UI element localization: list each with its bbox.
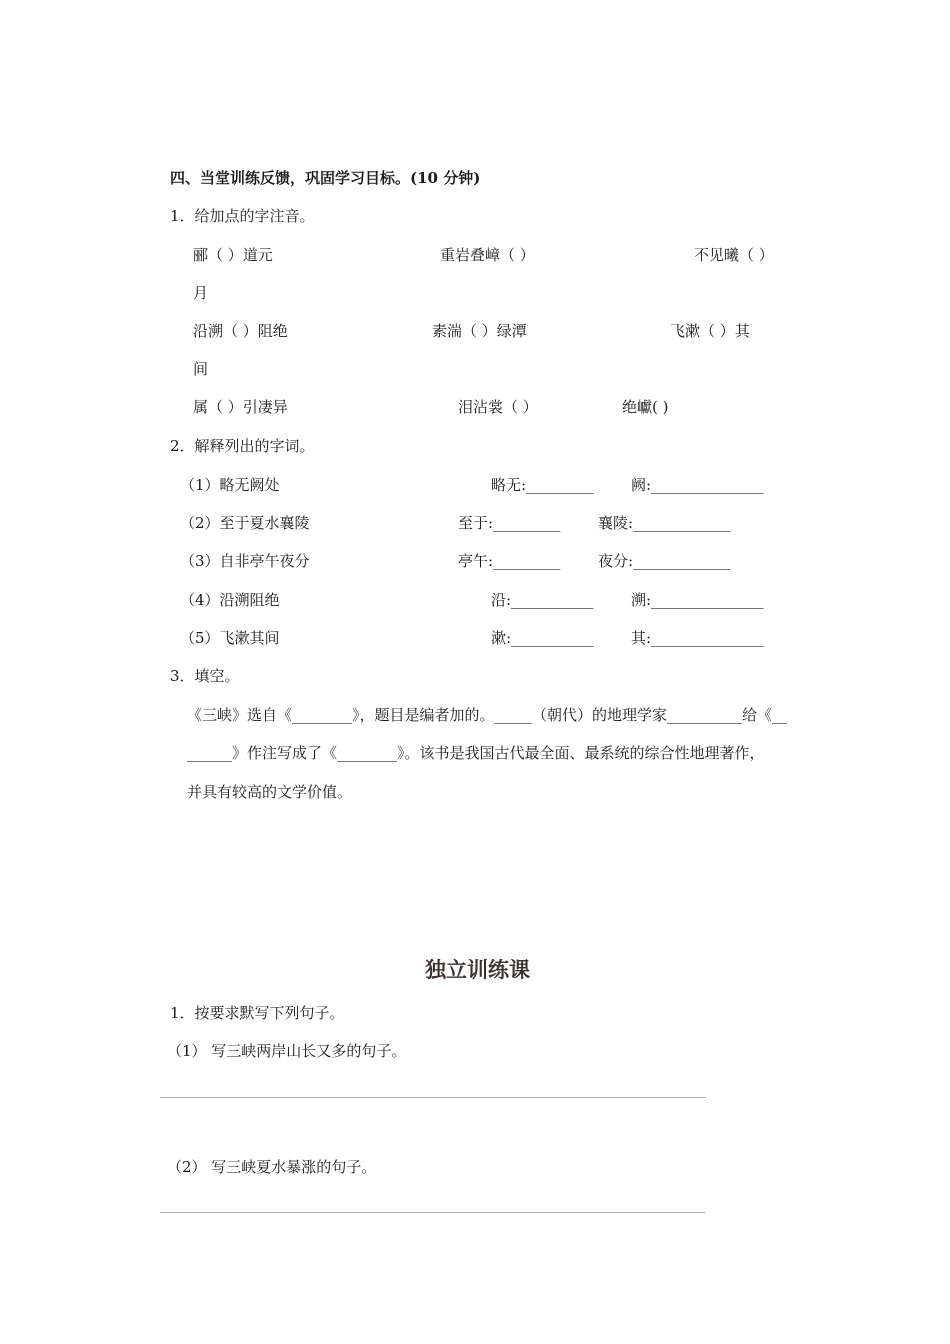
word-blank[interactable]: 漱:___________: [491, 629, 594, 647]
word-phrase: （5）飞漱其间: [180, 629, 280, 647]
word-blank[interactable]: 亭午:_________: [458, 552, 561, 570]
pinyin-item: 重岩叠嶂（ ）: [440, 246, 535, 264]
pinyin-item: 绝巘( ): [622, 398, 669, 416]
word-phrase: （2）至于夏水襄陵: [180, 514, 310, 532]
fill-blank-line[interactable]: ______》作注写成了《________》。该书是我国古代最全面、最系统的综合性地理著作，: [187, 744, 765, 762]
pinyin-item: 泪沾裳（ ）: [458, 398, 538, 416]
pinyin-item-wrap: 间: [193, 360, 209, 378]
dictation-subquestion: （2） 写三峡夏水暴涨的句子。: [167, 1158, 377, 1176]
pinyin-item-wrap: 月: [193, 284, 209, 302]
pinyin-item: 飞漱（ ）其: [670, 322, 750, 340]
question-2-label: 2．解释列出的字词。: [170, 437, 315, 455]
fill-blank-line[interactable]: 《三峡》选自《________》，题目是编者加的。_____（朝代）的地理学家__________给《__: [187, 706, 788, 724]
word-blank[interactable]: 略无:_________: [491, 476, 594, 494]
word-blank[interactable]: 夜分:_____________: [598, 552, 731, 570]
pinyin-item: 沿溯（ ）阻绝: [193, 322, 288, 340]
word-blank[interactable]: 至于:_________: [458, 514, 561, 532]
word-blank[interactable]: 其:_______________: [631, 629, 764, 647]
word-phrase: （1）略无阙处: [180, 476, 280, 494]
answer-line[interactable]: [160, 1212, 706, 1213]
pinyin-item: 素湍（ ）绿潭: [432, 322, 527, 340]
dictation-label: 1．按要求默写下列句子。: [170, 1004, 345, 1022]
pinyin-item: 属（ ）引凄异: [193, 398, 288, 416]
word-phrase: （3）自非亭午夜分: [180, 552, 310, 570]
word-phrase: （4）沿溯阻绝: [180, 591, 280, 609]
fill-blank-line: 并具有较高的文学价值。: [187, 783, 353, 801]
word-blank[interactable]: 襄陵:_____________: [598, 514, 731, 532]
section-heading: 四、当堂训练反馈，巩固学习目标。(10 分钟): [170, 169, 481, 187]
pinyin-item: 郦（ ）道元: [193, 246, 273, 264]
word-blank[interactable]: 溯:_______________: [631, 591, 764, 609]
independent-title: 独立训练课: [425, 958, 530, 982]
question-1-label: 1．给加点的字注音。: [170, 207, 315, 225]
word-blank[interactable]: 沿:___________: [491, 591, 594, 609]
question-3-label: 3．填空。: [170, 667, 240, 685]
word-blank[interactable]: 阙:_______________: [631, 476, 764, 494]
pinyin-item: 不见曦（ ）: [694, 246, 774, 264]
answer-line[interactable]: [160, 1097, 706, 1098]
dictation-subquestion: （1） 写三峡两岸山长又多的句子。: [167, 1042, 407, 1060]
